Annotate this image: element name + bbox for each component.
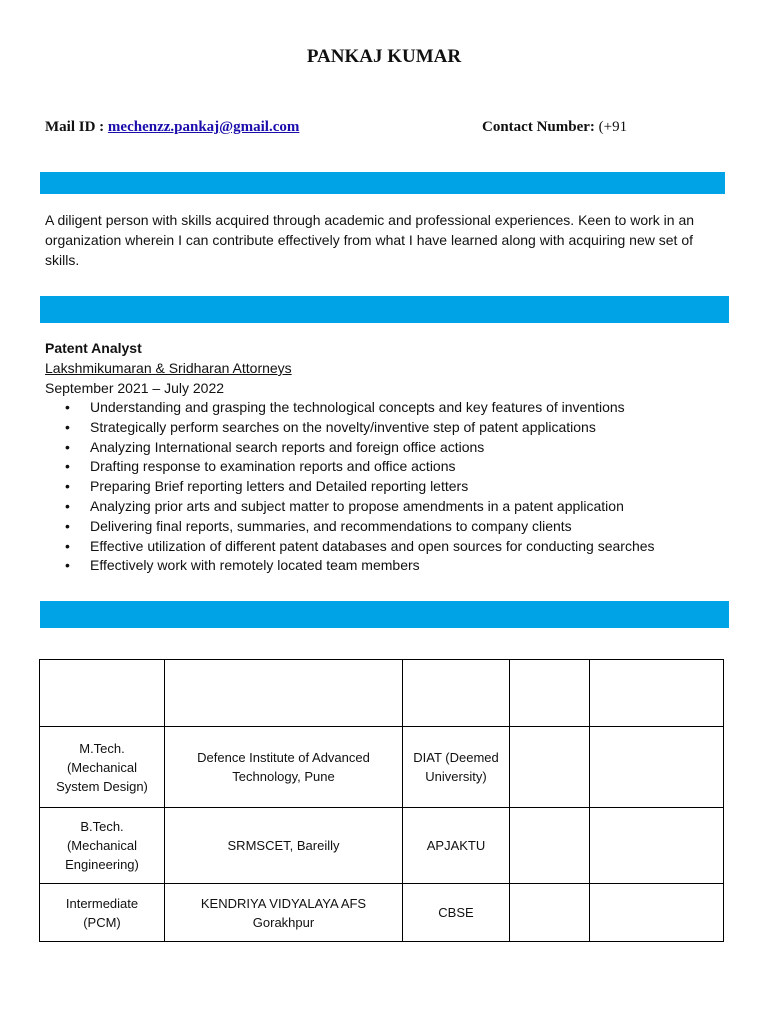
board-text: APJAKTU (426, 838, 486, 853)
institute-text: SRMSCET, Bareilly (227, 838, 340, 853)
table-cell (40, 660, 165, 727)
table-cell (510, 884, 590, 942)
table-cell (590, 884, 724, 942)
degree-cell (40, 808, 165, 884)
list-item: • Delivering final reports, summaries, and recommendations to company clients (90, 517, 725, 537)
table-cell (165, 660, 403, 727)
table-header-row (40, 660, 724, 727)
email-link[interactable]: mechenzz.pankaj@gmail.com (107, 119, 300, 135)
list-item: • Analyzing International search reports and foreign office actions (90, 438, 725, 458)
table-cell (510, 660, 590, 727)
list-item: • Drafting response to examination reports and office actions (90, 457, 725, 477)
table-cell (590, 660, 724, 727)
institute-text: KENDRIYA VIDYALAYA AFS (200, 895, 367, 911)
institute-text: Technology, Pune (232, 769, 335, 784)
candidate-name: PANKAJ KUMAR (306, 46, 462, 67)
degree-text: Intermediate (65, 895, 139, 911)
board-cell (403, 727, 510, 808)
contact-number-label: Contact Number: (482, 119, 595, 135)
contact-line (45, 119, 725, 141)
degree-text: System Design) (56, 778, 148, 794)
degree-text: (Mechanical (66, 838, 138, 853)
board-text: DIAT (Deemed (413, 750, 499, 765)
education-table (39, 659, 724, 942)
table-cell (510, 808, 590, 884)
table-cell (590, 808, 724, 884)
contact-number (482, 119, 627, 136)
board-text: University) (425, 769, 487, 784)
board-cell (403, 884, 510, 942)
section-bar-experience (40, 296, 729, 323)
mail-field (45, 119, 299, 136)
job-dates: September 2021 – July 2022 (45, 380, 225, 396)
institute-cell (165, 727, 403, 808)
experience-section (45, 339, 725, 576)
company-name: Lakshmikumaran & Sridharan Attorneys (45, 360, 292, 376)
degree-text: Engineering) (65, 857, 139, 872)
contact-number-value: (+91 (594, 119, 628, 135)
section-bar-objective (40, 172, 725, 194)
board-text: CBSE (438, 905, 474, 920)
institute-text: Gorakhpur (252, 914, 315, 930)
list-item: • Preparing Brief reporting letters and Detailed reporting letters (90, 477, 725, 497)
degree-cell (40, 884, 165, 942)
duties-list (45, 398, 725, 576)
table-cell (510, 727, 590, 808)
mail-label: Mail ID : (45, 119, 108, 135)
table-row (40, 884, 724, 942)
list-item: • Effective utilization of different patent databases and open sources for conducting searches (90, 537, 725, 557)
table-row (40, 808, 724, 884)
degree-text: (Mechanical (66, 759, 138, 775)
table-cell (590, 727, 724, 808)
table-cell (403, 660, 510, 727)
degree-text: M.Tech. (79, 740, 125, 756)
list-item: • Analyzing prior arts and subject matter to propose amendments in a patent application (90, 497, 725, 517)
objective-text: A diligent person with skills acquired through academic and professional experiences. Keen to work in an organization wherein I can contribute effectively from what I have learned along with acquiring new set of skills. (45, 212, 695, 268)
institute-text: Defence Institute of Advanced (197, 750, 370, 765)
institute-cell (165, 884, 403, 942)
degree-cell (40, 727, 165, 808)
degree-text: (PCM) (83, 914, 121, 930)
board-cell (403, 808, 510, 884)
list-item: • Effectively work with remotely located team members (90, 556, 725, 576)
table-row (40, 727, 724, 808)
job-title: Patent Analyst (45, 340, 142, 356)
section-bar-education (40, 601, 729, 628)
list-item: • Understanding and grasping the technological concepts and key features of inventions (90, 398, 725, 418)
list-item: • Strategically perform searches on the novelty/inventive step of patent applications (90, 418, 725, 438)
degree-text: B.Tech. (80, 819, 124, 834)
institute-cell (165, 808, 403, 884)
